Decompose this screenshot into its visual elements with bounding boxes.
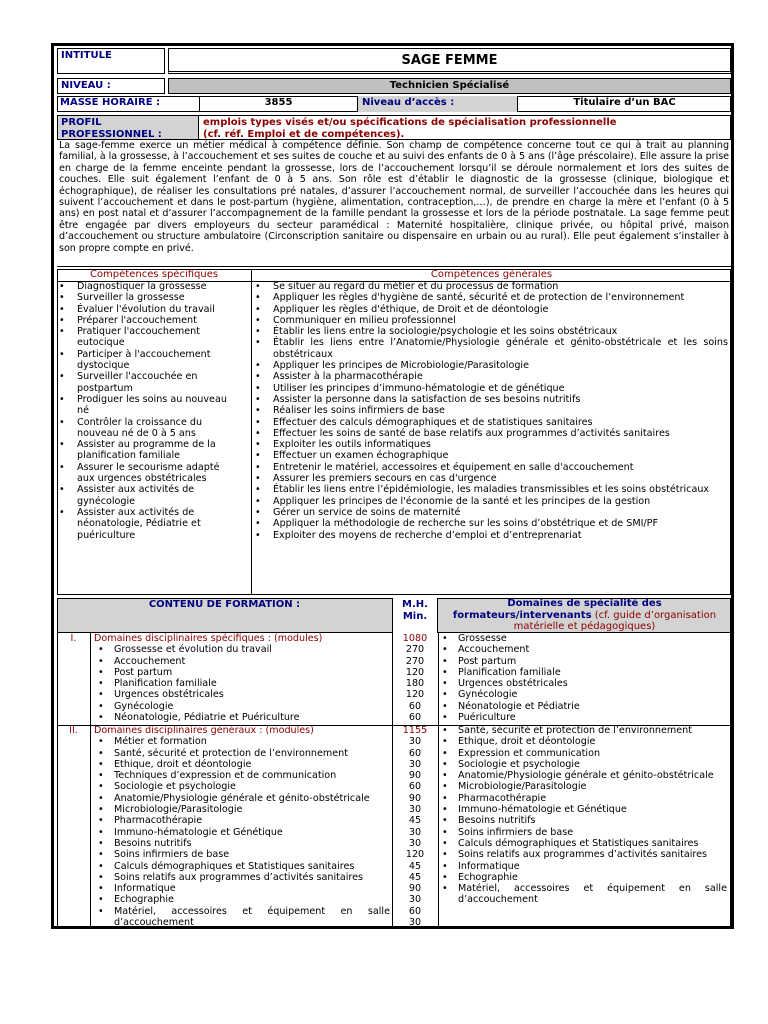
competence-generale-item: • Gérer un service de soins de maternité	[253, 507, 728, 518]
masse-value: 3855	[264, 97, 293, 108]
domaine-list	[440, 633, 727, 723]
domaine-item: • Expression et communication	[440, 748, 727, 759]
module-hours: 120	[405, 666, 425, 678]
module-item: • Techniques d’expression et de communication	[96, 770, 390, 781]
module-hours: 90	[408, 883, 422, 895]
domaine-list	[440, 725, 727, 906]
domaine-item: • Planification familiale	[440, 667, 727, 678]
section-total-hours: 1080	[402, 633, 428, 644]
module-hours: 120	[405, 849, 425, 861]
module-hours: 120	[405, 689, 425, 701]
competence-specifique-item: • Assurer le secourisme adapté aux urgences obstétricales	[57, 462, 237, 485]
module-item: • Sociologie et psychologie	[96, 781, 390, 792]
domaines-title-line1: Domaines de spécialité des	[507, 598, 662, 609]
module-hours: 30	[408, 917, 422, 929]
module-item: • Calculs démographiques et Statistiques sanitaires	[96, 861, 390, 872]
module-list	[96, 644, 390, 723]
module-item: • Pharmacothérapie	[96, 815, 390, 826]
module-hours: 60	[408, 747, 422, 759]
domaine-item: • Echographie	[440, 872, 727, 883]
module-item: • Accouchement	[96, 656, 390, 667]
competence-generale-item: • Utiliser les principes d’immuno-hématologie et de génétique	[253, 383, 728, 394]
module-item: • Planification familiale	[96, 678, 390, 689]
mh-title	[392, 599, 438, 623]
domaine-item: • Urgences obstétricales	[440, 678, 727, 689]
module-hours: 60	[408, 905, 422, 917]
module-hours: 30	[408, 826, 422, 838]
competence-generale-item: • Établir les liens entre l’Anatomie/Physiologie générale et génito-obstétricale et les soins obstétricaux	[253, 337, 728, 360]
divider	[57, 266, 731, 267]
module-hours: 30	[408, 804, 422, 816]
module-hours: 60	[408, 781, 422, 793]
competence-specifique-item: • Assister au programme de la planification familiale	[57, 439, 237, 462]
profil-note-line1: emplois types visés et/ou spécifications de spécialisation professionnelle	[203, 117, 617, 128]
domaine-item: • Soins infirmiers de base	[440, 827, 727, 838]
module-item: • Métier et formation	[96, 736, 390, 747]
module-item: • Ethique, droit et déontologie	[96, 759, 390, 770]
competence-generale-item: • Assurer les premiers secours en cas d'urgence	[253, 473, 728, 484]
mh-title-line1: M.H.	[402, 599, 428, 610]
contenu-title: CONTENU DE FORMATION :	[148, 599, 301, 610]
section-title: Domaines disciplinaires spécifiques : (modules)	[94, 633, 323, 644]
domaine-item: • Calculs démographiques et Statistiques sanitaires	[440, 838, 727, 849]
module-hours: 45	[408, 815, 422, 827]
domaines-title-line2: formateurs/intervenants	[452, 609, 592, 621]
competence-generale-item: • Assister la personne dans la satisfaction de ses besoins nutritifs	[253, 394, 728, 405]
competences-specifiques-title: Compétences spécifiques	[89, 269, 219, 280]
section-numeral: I.	[70, 633, 77, 644]
intitule-label-cell	[57, 48, 165, 74]
domaines-title-line4: matérielle et pédagogiques)	[513, 621, 656, 632]
module-hours: 30	[408, 736, 422, 748]
domaines-title-line3: (cf. guide d’organisation	[594, 609, 717, 621]
domaine-item: • Sociologie et psychologie	[440, 759, 727, 770]
domaine-item: • Soins relatifs aux programmes d’activités sanitaires	[440, 849, 727, 860]
competence-specifique-item: • Surveiller la grossesse	[57, 292, 237, 303]
niveau-label-cell	[57, 78, 165, 94]
competence-specifique-item: • Évaluer l'évolution du travail	[57, 304, 237, 315]
acces-label: Niveau d’accès :	[362, 97, 455, 108]
domaine-item: • Post partum	[440, 656, 727, 667]
competence-specifique-item: • Prodiguer les soins au nouveau né	[57, 394, 237, 417]
module-hours: 90	[408, 770, 422, 782]
module-hours-column	[392, 644, 438, 723]
profil-label-cell	[57, 115, 199, 140]
domaine-item: • Santé, sécurité et protection de l’environnement	[440, 725, 727, 736]
module-item: • Soins infirmiers de base	[96, 849, 390, 860]
module-hours: 45	[408, 871, 422, 883]
intitule-label: INTITULE	[61, 50, 112, 61]
domaine-item: • Besoins nutritifs	[440, 815, 727, 826]
module-hours: 60	[408, 712, 422, 724]
competence-specifique-item: • Pratiquer l'accouchement eutocique	[57, 326, 237, 349]
module-item: • Post partum	[96, 667, 390, 678]
domaine-item: • Gynécologie	[440, 689, 727, 700]
competence-specifique-item: • Préparer l'accouchement	[57, 315, 237, 326]
competence-generale-item: • Appliquer les principes de Microbiologie/Parasitologie	[253, 360, 728, 371]
domaine-item: • Pharmacothérapie	[440, 793, 727, 804]
domaine-item: • Anatomie/Physiologie générale et génito-obstétricale	[440, 770, 727, 781]
module-item: • Echographie	[96, 894, 390, 905]
competence-generale-item: • Appliquer la méthodologie de recherche sur les soins d’obstétrique et de SMI/PF	[253, 518, 728, 529]
module-item: • Microbiologie/Parasitologie	[96, 804, 390, 815]
divider	[90, 633, 91, 929]
divider	[438, 633, 439, 929]
profil-label-line1: PROFIL	[61, 117, 102, 128]
module-hours: 30	[408, 837, 422, 849]
profil-note-line2: (cf. réf. Emploi et de compétences).	[203, 129, 405, 140]
acces-label-cell	[357, 96, 518, 112]
domaine-item: • Grossesse	[440, 633, 727, 644]
competence-specifique-item: • Assister aux activités de gynécologie	[57, 484, 237, 507]
competence-generale-item: • Exploiter les outils informatiques	[253, 439, 728, 450]
module-item: • Anatomie/Physiologie générale et génito-obstétricale	[96, 793, 390, 804]
module-hours: 45	[408, 860, 422, 872]
competence-generale-item: • Communiquer en milieu professionnel	[253, 315, 728, 326]
section-numeral: II.	[69, 725, 78, 736]
competence-generale-item: • Réaliser les soins infirmiers de base	[253, 405, 728, 416]
module-item: • Besoins nutritifs	[96, 838, 390, 849]
competence-generale-item: • Établir les liens entre la sociologie/psychologie et les soins obstétricaux	[253, 326, 728, 337]
masse-label: MASSE HORAIRE :	[60, 97, 160, 108]
module-item: • Grossesse et évolution du travail	[96, 644, 390, 655]
module-item: • Santé, sécurité et protection de l’environnement	[96, 748, 390, 759]
domaine-item: • Accouchement	[440, 644, 727, 655]
domaine-item: • Informatique	[440, 861, 727, 872]
module-item: • Matériel, accessoires et équipement en salle d’accouchement	[96, 906, 390, 929]
profil-note-cell	[199, 115, 731, 140]
module-hours: 270	[405, 655, 425, 667]
module-item: • Informatique	[96, 883, 390, 894]
competence-generale-item: • Se situer au regard du métier et du processus de formation	[253, 281, 728, 292]
competence-specifique-item: • Participer à l'accouchement dystocique	[57, 349, 237, 372]
profil-label-line2: PROFESSIONNEL :	[61, 129, 162, 140]
competence-generale-item: • Effectuer les soins de santé de base relatifs aux programmes d’activités sanitaires	[253, 428, 728, 439]
module-item: • Gynécologie	[96, 701, 390, 712]
competences-generales-list	[253, 281, 728, 541]
domaine-item: • Matériel, accessoires et équipement en salle d’accouchement	[440, 883, 727, 906]
module-list	[96, 736, 390, 928]
module-item: • Soins relatifs aux programmes d’activités sanitaires	[96, 872, 390, 883]
module-hours: 30	[408, 894, 422, 906]
module-hours: 180	[405, 678, 425, 690]
mh-title-line2: Min.	[402, 611, 428, 622]
divider	[251, 269, 252, 595]
module-hours-column	[392, 736, 438, 928]
competences-generales-title: Compétences générales	[430, 269, 553, 280]
section-total-hours: 1155	[402, 725, 428, 736]
competence-generale-item: • Exploiter des moyens de recherche d’emploi et d’entreprenariat	[253, 530, 728, 541]
module-hours: 90	[408, 792, 422, 804]
module-item: • Urgences obstétricales	[96, 689, 390, 700]
module-item: • Immuno-hématologie et Génétique	[96, 827, 390, 838]
domaine-item: • Puériculture	[440, 712, 727, 723]
competence-generale-item: • Assister à la pharmacothérapie	[253, 371, 728, 382]
competence-generale-item: • Effectuer des calculs démographiques et de statistiques sanitaires	[253, 417, 728, 428]
section-title: Domaines disciplinaires généraux : (modules)	[94, 725, 314, 736]
domaine-item: • Ethique, droit et déontologie	[440, 736, 727, 747]
module-hours: 270	[405, 644, 425, 656]
module-hours: 60	[408, 700, 422, 712]
niveau-label: NIVEAU :	[61, 80, 111, 91]
competence-specifique-item: • Contrôler la croissance du nouveau né de 0 à 5 ans	[57, 417, 237, 440]
domaine-item: • Microbiologie/Parasitologie	[440, 781, 727, 792]
module-hours: 30	[408, 758, 422, 770]
competence-generale-item: • Appliquer les règles d'éthique, de Droit et de déontologie	[253, 304, 728, 315]
domaine-item: • Néonatologie et Pédiatrie	[440, 701, 727, 712]
competence-specifique-item: • Diagnostiquer la grossesse	[57, 281, 237, 292]
competence-specifique-item: • Surveiller l'accouchée en postpartum	[57, 371, 237, 394]
competence-generale-item: • Entretenir le matériel, accessoires et équipement en salle d'accouchement	[253, 462, 728, 473]
competence-generale-item: • Effectuer un examen échographique	[253, 450, 728, 461]
acces-value: Titulaire d’un BAC	[573, 97, 676, 108]
domaines-title	[438, 598, 731, 633]
competence-generale-item: • Appliquer les principes de l'économie de la santé et les principes de la gestion	[253, 496, 728, 507]
page-title: SAGE FEMME	[168, 48, 731, 74]
niveau-value: Technicien Spécialisé	[168, 78, 731, 94]
competence-generale-item: • Appliquer les règles d'hygiène de santé, sécurité et de protection de l’environnement	[253, 292, 728, 303]
module-item: • Néonatologie, Pédiatrie et Puériculture	[96, 712, 390, 723]
competences-specifiques-list	[57, 281, 237, 541]
profile-description: La sage-femme exerce un métier médical à compétence définie. Son champ de compétence concerne tout ce qui à trait au planning familial, à la grossesse, à l’accouchement et ses suites de couche et au suivi des enfants de 0 à 5 ans (l’âge préscolaire). Elle assure la prise en charge de la femme enceinte pendant la grossesse, lors de l’accouchement lorsqu’il se déroule normalement et lors des suites de couches. Elle suit également l’enfant de 0 à 5 ans. Son rôle est d’établir le diagnostic de la grossesse (clinique, biologique et échographique), de réaliser les consultations pré natales, d’assurer l’accouchement normal, de surveiller l’accouchée dans les heures qui suivent l’accouchement et dans le post-partum (hygiène, alimentation, contraception,…), de prendre en charge la mère et l’enfant (0 à 5 ans) en post natal et d’assurer l’accompagnement de la famille pendant la grossesse et lors de la période postnatale. La sage femme peut être engagée par divers employeurs du secteur paramédical : Maternité hospitalière, clinique privée, ou hôpital privé, maison d’accouchement ou structure ambulatoire (Circonscription sanitaire ou dispensaire en urbain ou au rural). Elle peut également s’installer à son propre compte en privé.	[59, 140, 729, 254]
competence-specifique-item: • Assister aux activités de néonatologie, Pédiatrie et puériculture	[57, 507, 237, 541]
competence-generale-item: • Établir les liens entre l’épidémiologie, les maladies transmissibles et les soins obstétricaux	[253, 484, 728, 495]
domaine-item: • Immuno-hématologie et Génétique	[440, 804, 727, 815]
